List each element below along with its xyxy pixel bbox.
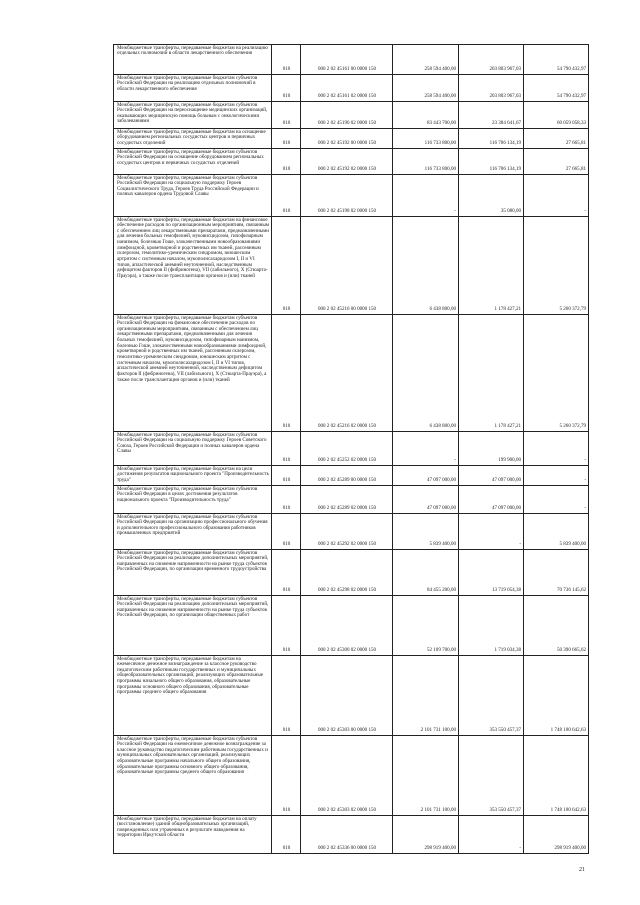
row-budget-code: 000 2 02 45300 02 0000 150 xyxy=(301,596,393,656)
row-code: 010 xyxy=(272,129,301,149)
row-budget-code: 000 2 02 45303 00 0000 150 xyxy=(301,656,393,736)
row-name: Межбюджетные трансферты, передаваемые бюджетам субъектов Российской Федерации на организацию профессионального обучения и дополнительного профессионального образования работников промышленных предприятий xyxy=(114,514,272,550)
row-name: Межбюджетные трансферты, передаваемые бюджетам на оплату (восстановление) зданий общеобразовательных организаций, поврежденных или утраченных в результате наводнения на территории Иркутской области xyxy=(114,816,272,854)
row-code: 010 xyxy=(272,816,301,854)
row-budget-code: 000 2 02 45252 02 0000 150 xyxy=(301,432,393,466)
row-budget-code: 000 2 02 45303 02 0000 150 xyxy=(301,736,393,816)
row-code: 010 xyxy=(272,466,301,486)
row-code: 010 xyxy=(272,217,301,315)
row-code: 010 xyxy=(272,315,301,432)
table-row xyxy=(114,315,589,432)
table-row xyxy=(114,432,589,466)
row-budget-code: 000 2 02 45292 02 0000 150 xyxy=(301,514,393,550)
row-code: 010 xyxy=(272,75,301,102)
row-unexecuted: - xyxy=(524,432,589,466)
row-approved: 258 594 400,00 xyxy=(393,75,459,102)
row-executed: - xyxy=(459,514,524,550)
row-approved: - xyxy=(393,175,459,217)
table-row xyxy=(114,75,589,102)
row-budget-code: 000 2 02 45192 00 0000 150 xyxy=(301,129,393,149)
row-unexecuted: 27 665,81 xyxy=(524,149,589,175)
row-executed: 116 706 134,19 xyxy=(459,129,524,149)
table-row xyxy=(114,175,589,217)
table-row xyxy=(114,466,589,486)
table-row xyxy=(114,514,589,550)
row-name: Межбюджетные трансферты, передаваемые бюджетам на оснащение оборудованием региональных сосудистых центров и первичных сосудистых отделений xyxy=(114,129,272,149)
row-budget-code: 000 2 02 45289 02 0000 150 xyxy=(301,486,393,514)
row-executed: 353 550 457,37 xyxy=(459,656,524,736)
row-executed: 1 178 427,21 xyxy=(459,315,524,432)
row-executed: 353 550 457,37 xyxy=(459,736,524,816)
table-row xyxy=(114,129,589,149)
row-name: Межбюджетные трансферты, передаваемые бюджетам на ежемесячное денежное вознаграждение за классное руководство педагогическим работникам государственных и муниципальных общеобразовательных организаций, реализующих образовательные программы начального общего образования, образовательные программы основного общего образования, образовательные программы среднего общего образования xyxy=(114,656,272,736)
row-approved: 116 733 800,00 xyxy=(393,129,459,149)
row-code: 010 xyxy=(272,736,301,816)
row-approved: 47 097 000,00 xyxy=(393,466,459,486)
table-row xyxy=(114,149,589,175)
row-approved: 6 438 800,00 xyxy=(393,217,459,315)
row-name: Межбюджетные трансферты, передаваемые бюджетам на цели достижения результатов национального проекта "Производительность труда" xyxy=(114,466,272,486)
row-code: 010 xyxy=(272,596,301,656)
row-executed: - xyxy=(459,816,524,854)
row-unexecuted: 1 748 180 642,63 xyxy=(524,736,589,816)
row-budget-code: 000 2 02 45216 00 0000 150 xyxy=(301,217,393,315)
row-unexecuted: 1 748 180 642,63 xyxy=(524,656,589,736)
row-code: 010 xyxy=(272,175,301,217)
row-name: Межбюджетные трансферты, передаваемые бюджетам субъектов Российской Федерации на ежемесячное денежное вознаграждение за классное руководство педагогическим работникам государственных и муниципальных образовательных организаций, реализующих образовательные программы начального общего образования, образовательные программы основного общего образования, образовательные программы среднего общего образования xyxy=(114,736,272,816)
row-unexecuted: 70 736 145,62 xyxy=(524,550,589,596)
row-code: 010 xyxy=(272,102,301,129)
row-approved: 2 101 731 100,00 xyxy=(393,656,459,736)
row-unexecuted: 50 390 665,62 xyxy=(524,596,589,656)
table-row xyxy=(114,736,589,816)
row-approved: 5 839 400,00 xyxy=(393,514,459,550)
row-code: 010 xyxy=(272,45,301,75)
row-unexecuted: 60 059 058,33 xyxy=(524,102,589,129)
row-name: Межбюджетные трансферты, передаваемые бюджетам субъектов Российской Федерации на оснащение оборудованием региональных сосудистых центров и первичных сосудистых отделений xyxy=(114,149,272,175)
row-budget-code: 000 2 02 45161 02 0000 150 xyxy=(301,75,393,102)
row-name: Межбюджетные трансферты, передаваемые бюджетам субъектов Российской Федерации на социальную поддержку Героев Социалистического Труда, Героев Труда Российской Федерации и полных кавалеров ордена Трудовой Славы xyxy=(114,175,272,217)
table-row xyxy=(114,596,589,656)
row-code: 010 xyxy=(272,656,301,736)
row-executed: 47 097 000,00 xyxy=(459,466,524,486)
row-unexecuted: 54 790 432,97 xyxy=(524,75,589,102)
row-executed: 1 178 427,21 xyxy=(459,217,524,315)
row-executed: 199 900,00 xyxy=(459,432,524,466)
row-code: 010 xyxy=(272,149,301,175)
row-unexecuted: 27 665,81 xyxy=(524,129,589,149)
row-unexecuted: - xyxy=(524,466,589,486)
row-executed: 47 097 000,00 xyxy=(459,486,524,514)
row-code: 010 xyxy=(272,486,301,514)
table-row xyxy=(114,656,589,736)
row-name: Межбюджетные трансферты, передаваемые бюджетам субъектов Российской Федерации на социальную поддержку Героев Советского Союза, Героев Российской Федерации и полных кавалеров ордена Славы xyxy=(114,432,272,466)
row-unexecuted: 5 260 372,79 xyxy=(524,315,589,432)
row-name: Межбюджетные трансферты, передаваемые бюджетам на финансовое обеспечение расходов по организационным мероприятиям, связанным с обеспечением лиц лекарственными препаратами, предназначенными для лечения больных гемофилией, муковисцидозом, гипофизарным нанизмом, болезнью Гоше, злокачественными новообразованиями лимфоидной, кроветворной и родственных им тканей, рассеянным склерозом, гемолитико-уремическим синдромом, юношеским артритом с системным началом, мукополисахаридозом I, II и VI типов, апластической анемией неуточненной, наследственным дефицитом факторов II (фибриногена), VII (лабильного), X (Стюарта-Прауэра), а также после трансплантации органов и (или) тканей xyxy=(114,217,272,315)
table-row xyxy=(114,486,589,514)
row-budget-code: 000 2 02 45289 00 0000 150 xyxy=(301,466,393,486)
row-approved: 52 109 700,00 xyxy=(393,596,459,656)
row-name: Межбюджетные трансферты, передаваемые бюджетам субъектов Российской Федерации в целях достижения результатов национального проекта "Производительность труда" xyxy=(114,486,272,514)
row-unexecuted: 5 839 400,00 xyxy=(524,514,589,550)
table-body xyxy=(114,45,589,854)
row-name: Межбюджетные трансферты, передаваемые бюджетам субъектов Российской Федерации на реализацию дополнительных мероприятий, направленных на снижение напряженности на рынке труда субъектов Российской Федерации, по организации временного трудоустройства xyxy=(114,550,272,596)
table-row xyxy=(114,102,589,129)
row-unexecuted: 54 790 432,97 xyxy=(524,45,589,75)
row-executed: 203 803 967,03 xyxy=(459,75,524,102)
row-executed: 203 803 967,03 xyxy=(459,45,524,75)
row-unexecuted: - xyxy=(524,486,589,514)
row-budget-code: 000 2 02 45336 00 0000 150 xyxy=(301,816,393,854)
row-code: 010 xyxy=(272,432,301,466)
row-budget-code: 000 2 02 45216 02 0000 150 xyxy=(301,315,393,432)
row-approved: 47 097 000,00 xyxy=(393,486,459,514)
row-name: Межбюджетные трансферты, передаваемые бюджетам субъектов Российской Федерации на реализацию дополнительных мероприятий, направленных на снижение напряженности на рынке труда субъектов Российской Федерации, по организации общественных работ xyxy=(114,596,272,656)
table-row xyxy=(114,816,589,854)
row-executed: 1 719 034,38 xyxy=(459,596,524,656)
table-row xyxy=(114,45,589,75)
row-executed: 13 719 054,38 xyxy=(459,550,524,596)
row-budget-code: 000 2 02 45298 02 0000 150 xyxy=(301,550,393,596)
row-approved: 2 101 731 100,00 xyxy=(393,736,459,816)
row-approved: 84 455 200,00 xyxy=(393,550,459,596)
row-approved: 6 438 800,00 xyxy=(393,315,459,432)
row-approved: - xyxy=(393,432,459,466)
row-budget-code: 000 2 02 45192 02 0000 150 xyxy=(301,149,393,175)
table-row xyxy=(114,550,589,596)
row-executed: 23 384 641,67 xyxy=(459,102,524,129)
row-executed: 116 706 134,19 xyxy=(459,149,524,175)
row-unexecuted: 5 260 372,79 xyxy=(524,217,589,315)
row-approved: 298 919 400,00 xyxy=(393,816,459,854)
row-unexecuted: - xyxy=(524,175,589,217)
row-approved: 258 594 400,00 xyxy=(393,45,459,75)
page-number: 21 xyxy=(579,867,585,873)
row-approved: 83 443 700,00 xyxy=(393,102,459,129)
row-budget-code: 000 2 02 45190 02 0000 150 xyxy=(301,102,393,129)
row-name: Межбюджетные трансферты, передаваемые бюджетам субъектов Российской Федерации на финансовое обеспечение расходов по организационным мероприятиям, связанным с обеспечением лиц лекарственными препаратами, предназначенными для лечения больных гемофилией, муковисцидозом, гипофизарным нанизмом, болезнью Гоше, злокачественными новообразованиями лимфоидной, кроветворной и родственных им тканей, рассеянным склерозом, гемолитико-уремическим синдромом, юношеским артритом с системным началом, мукополисахаридозом I, II и VI типов, апластической анемией неуточненной, наследственным дефицитом факторов II (фибриногена), VII (лабильного), X (Стюарта-Прауэра), а также после трансплантации органов и (или) тканей xyxy=(114,315,272,432)
row-code: 010 xyxy=(272,550,301,596)
row-approved: 116 733 800,00 xyxy=(393,149,459,175)
row-budget-code: 000 2 02 45161 00 0000 150 xyxy=(301,45,393,75)
row-executed: 35 080,00 xyxy=(459,175,524,217)
row-name: Межбюджетные трансферты, передаваемые бюджетам субъектов Российской Федерации на реализацию отдельных полномочий в области лекарственного обеспечения xyxy=(114,75,272,102)
table-row xyxy=(114,217,589,315)
row-name: Межбюджетные трансферты, передаваемые бюджетам на реализацию отдельных полномочий в области лекарственного обеспечения xyxy=(114,45,272,75)
row-unexecuted: 298 919 400,00 xyxy=(524,816,589,854)
row-budget-code: 000 2 02 45198 02 0000 150 xyxy=(301,175,393,217)
budget-transfers-table xyxy=(113,44,589,854)
row-code: 010 xyxy=(272,514,301,550)
row-name: Межбюджетные трансферты, передаваемые бюджетам субъектов Российской Федерации на переоснащение медицинских организаций, оказывающих медицинскую помощь больным с онкологическими заболеваниями xyxy=(114,102,272,129)
